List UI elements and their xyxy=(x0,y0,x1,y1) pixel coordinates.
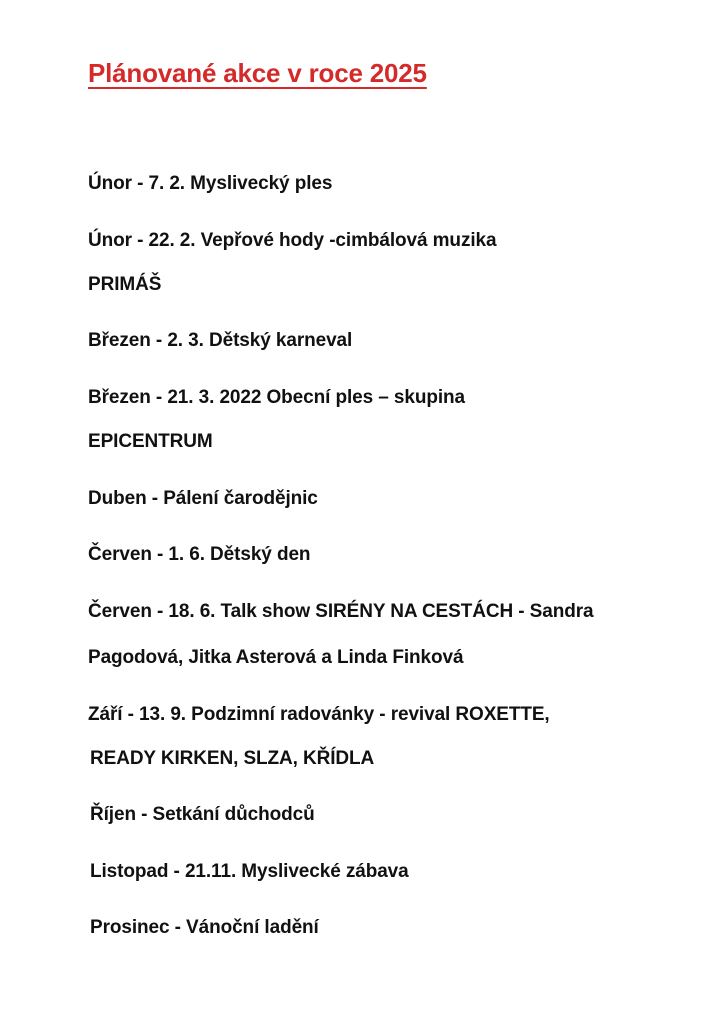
event-brezen-karneval: Březen - 2. 3. Dětský karneval xyxy=(88,330,353,351)
event-unor-hody-cont: PRIMÁŠ xyxy=(88,274,162,295)
page-title: Plánované akce v roce 2025 xyxy=(88,58,427,88)
event-cerven-den: Červen - 1. 6. Dětský den xyxy=(88,544,311,565)
event-zari-cont: READY KIRKEN, SLZA, KŘÍDLA xyxy=(90,748,375,769)
event-cerven-show-cont: Pagodová, Jitka Asterová a Linda Finková xyxy=(88,647,464,668)
event-zari: Září - 13. 9. Podzimní radovánky - revival ROXETTE, xyxy=(88,704,550,725)
event-brezen-ples: Březen - 21. 3. 2022 Obecní ples – skupina xyxy=(88,387,466,408)
event-rijen: Říjen - Setkání důchodců xyxy=(90,804,315,825)
event-cerven-show: Červen - 18. 6. Talk show SIRÉNY NA CESTÁCH - Sandra xyxy=(88,601,594,622)
event-unor-ples: Únor - 7. 2. Myslivecký ples xyxy=(88,173,333,194)
event-unor-hody: Únor - 22. 2. Vepřové hody -cimbálová muzika xyxy=(88,230,497,251)
event-duben: Duben - Pálení čarodějnic xyxy=(88,488,318,509)
event-prosinec: Prosinec - Vánoční ladění xyxy=(90,917,319,938)
event-brezen-ples-cont: EPICENTRUM xyxy=(88,431,213,452)
event-listopad: Listopad - 21.11. Myslivecké zábava xyxy=(90,861,409,882)
